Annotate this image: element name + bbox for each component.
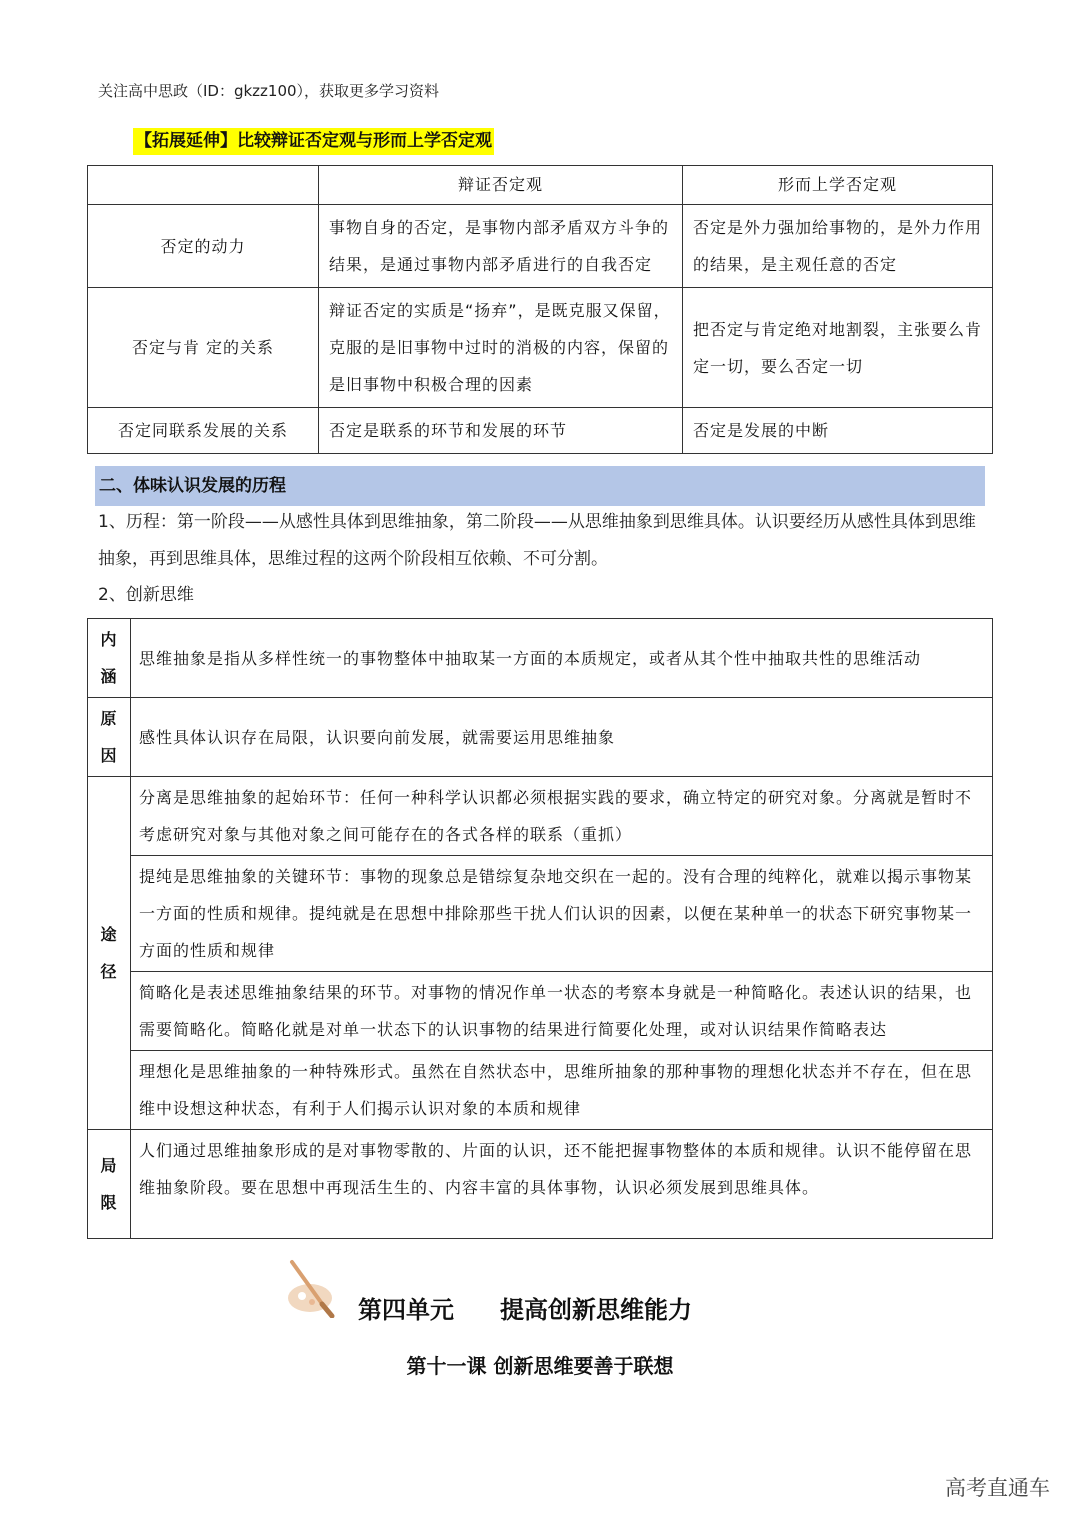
header-cell-empty (88, 166, 319, 205)
table-row (88, 856, 993, 972)
table-header-row (88, 166, 993, 205)
connotation-cell: 思维抽象是指从多样性统一的事物整体中抽取某一方面的本质规定，或者从其个性中抽取共性的思维活动 (131, 619, 993, 698)
row-label: 否定的动力 (88, 205, 319, 288)
table-row (88, 408, 993, 454)
table-row (88, 1130, 993, 1239)
approach-cell: 理想化是思维抽象的一种特殊形式。虽然在自然状态中，思维所抽象的那种事物的理想化状态并不存在，但在思维中设想这种状态，有利于人们揭示认识对象的本质和规律 (131, 1051, 993, 1130)
table-row (88, 205, 993, 288)
unit-title (358, 1290, 692, 1325)
table-row (88, 1051, 993, 1130)
palette-logo-icon (284, 1258, 344, 1318)
negation-comparison-table (87, 165, 993, 454)
table-row (88, 777, 993, 856)
header-cell-dialectical: 辩证否定观 (319, 166, 683, 205)
row-label: 否定与肯 定的关系 (88, 288, 319, 408)
metaphysical-cell: 否定是发展的中断 (683, 408, 993, 454)
unit-number: 第四单元 (358, 1296, 454, 1324)
thinking-abstraction-table (87, 618, 993, 1239)
approach-cell: 提纯是思维抽象的关键环节：事物的现象总是错综复杂地交织在一起的。没有合理的纯粹化，就难以揭示事物某一方面的性质和规律。提纯就是在思想中排除那些干扰人们认识的因素，以便在某种单一的状态下研究事物某一方面的性质和规律 (131, 856, 993, 972)
extension-title: 【拓展延伸】比较辩证否定观与形而上学否定观 (133, 128, 494, 155)
limit-label: 局限 (88, 1130, 131, 1239)
connotation-label: 内涵 (88, 619, 131, 698)
dialectical-cell: 辩证否定的实质是“扬弃”，是既克服又保留，克服的是旧事物中过时的消极的内容，保留的是旧事物中积极合理的因素 (319, 288, 683, 408)
metaphysical-cell: 否定是外力强加给事物的，是外力作用的结果，是主观任意的否定 (683, 205, 993, 288)
row-label: 否定同联系发展的关系 (88, 408, 319, 454)
reason-label: 原因 (88, 698, 131, 777)
dialectical-cell: 事物自身的否定，是事物内部矛盾双方斗争的结果，是通过事物内部矛盾进行的自我否定 (319, 205, 683, 288)
metaphysical-cell: 把否定与肯定绝对地割裂，主张要么肯定一切，要么否定一切 (683, 288, 993, 408)
table-row (88, 288, 993, 408)
approach-cell: 简略化是表述思维抽象结果的环节。对事物的情况作单一状态的考察本身就是一种简略化。表述认识的结果，也需要简略化。简略化就是对单一状态下的认识事物的结果进行简要化处理，或对认识结果作简略表达 (131, 972, 993, 1051)
section-heading: 二、体味认识发展的历程 (95, 466, 985, 506)
approach-cell: 分离是思维抽象的起始环节：任何一种科学认识都必须根据实践的要求，确立特定的研究对象。分离就是暂时不考虑研究对象与其他对象之间可能存在的各式各样的联系（重抓） (131, 777, 993, 856)
watermark: 高考直通车 (945, 1476, 1050, 1500)
unit-name: 提高创新思维能力 (500, 1296, 692, 1324)
approach-label: 途径 (88, 777, 131, 1130)
reason-cell: 感性具体认识存在局限，认识要向前发展，就需要运用思维抽象 (131, 698, 993, 777)
table-row (88, 698, 993, 777)
header-cell-metaphysical: 形而上学否定观 (683, 166, 993, 205)
innovation-subheading: 2、创新思维 (98, 585, 194, 605)
table-row (88, 972, 993, 1051)
lesson-title: 第十一课 创新思维要善于联想 (406, 1354, 674, 1378)
process-paragraph: 1、历程：第一阶段——从感性具体到思维抽象，第二阶段——从思维抽象到思维具体。认识要经历从感性具体到思维抽象，再到思维具体，思维过程的这两个阶段相互依赖、不可分割。 (98, 512, 976, 569)
limit-cell: 人们通过思维抽象形成的是对事物零散的、片面的认识，还不能把握事物整体的本质和规律。认识不能停留在思维抽象阶段。要在思想中再现活生生的、内容丰富的具体事物，认识必须发展到思维具体。 (131, 1130, 993, 1239)
header-note: 关注高中思政（ID：gkzz100），获取更多学习资料 (98, 82, 440, 100)
table-row (88, 619, 993, 698)
dialectical-cell: 否定是联系的环节和发展的环节 (319, 408, 683, 454)
